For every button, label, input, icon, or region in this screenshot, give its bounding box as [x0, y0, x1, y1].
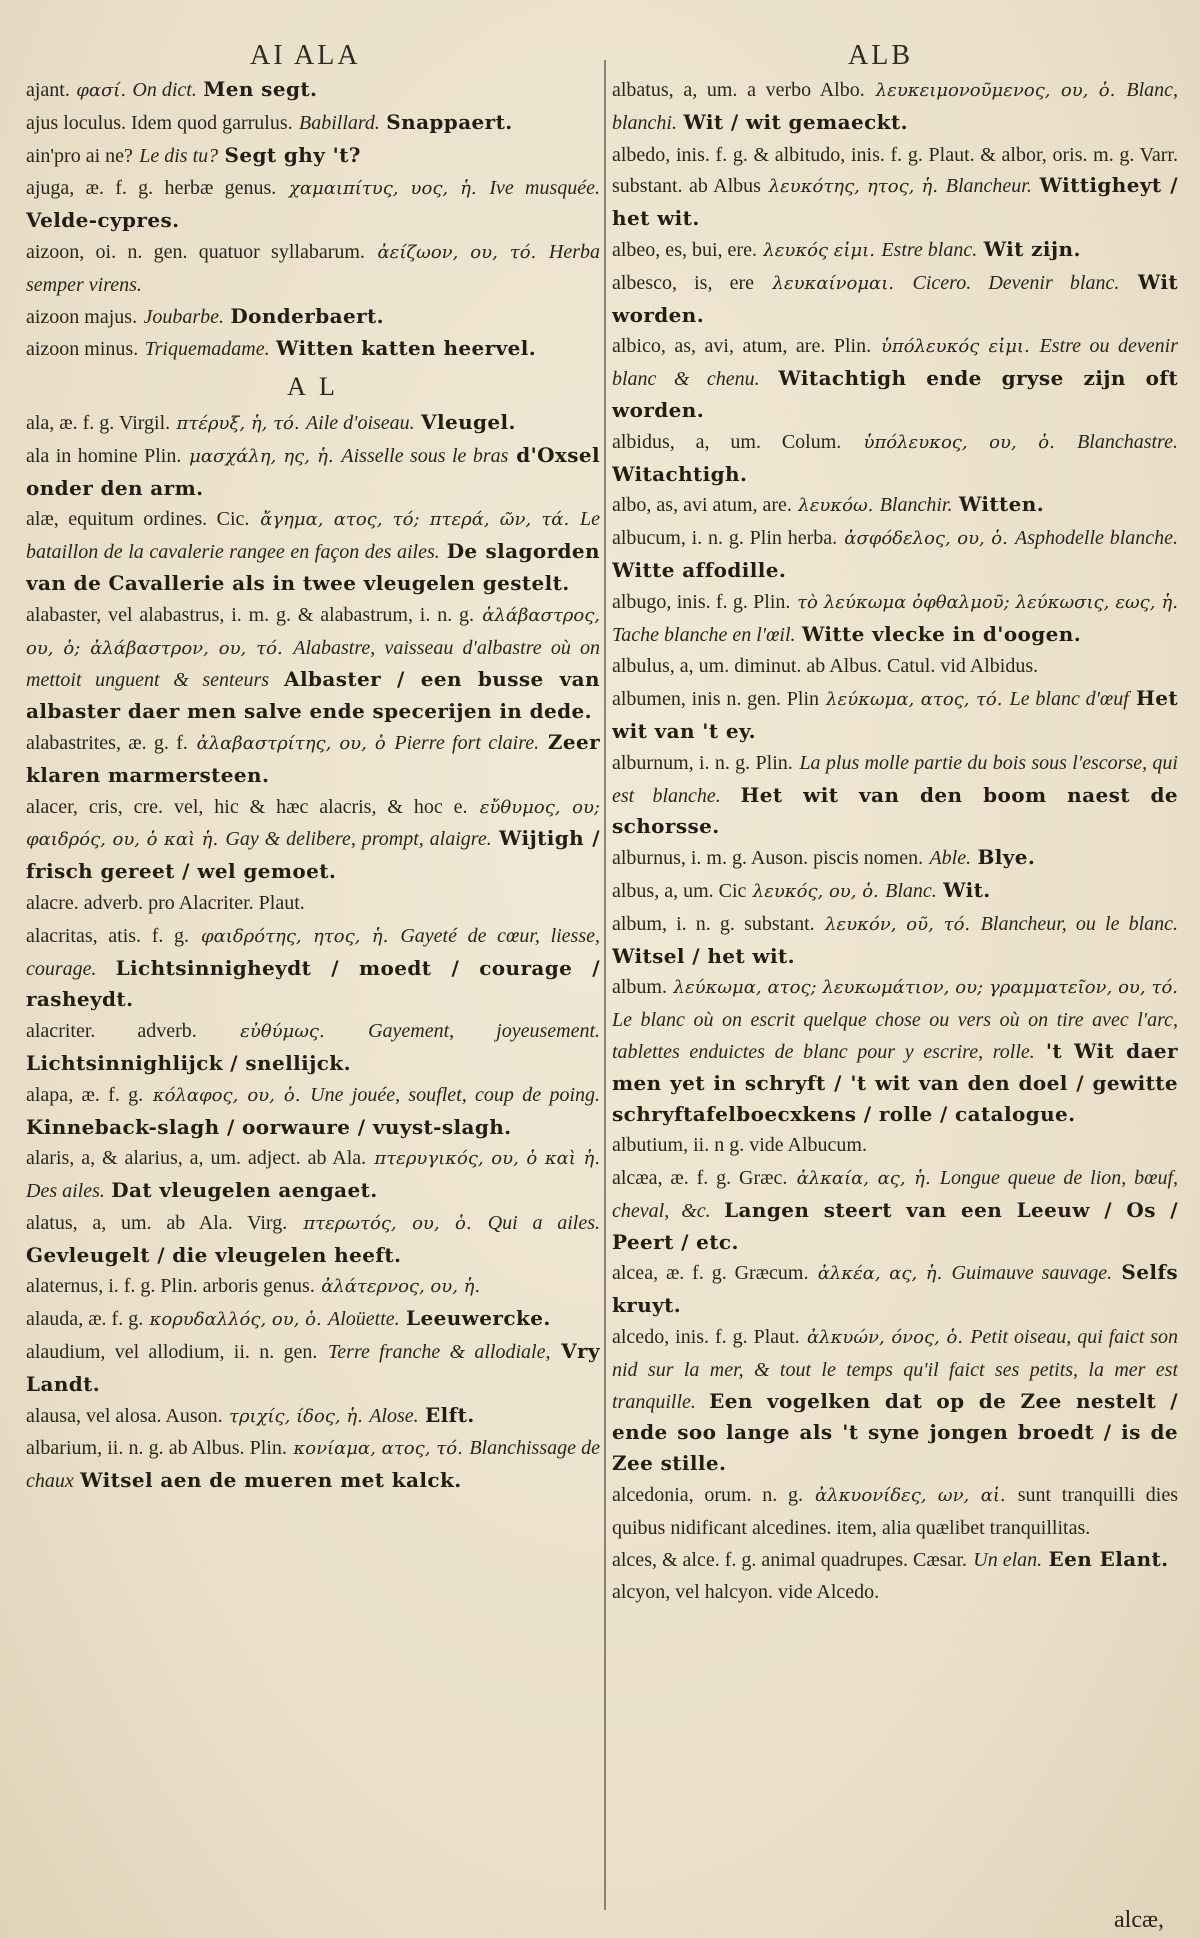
dutch-gloss: Witsel aen de mueren met kalck. [80, 1468, 462, 1493]
latin-headword: alcæa, æ. f. g. Græc. [612, 1167, 788, 1190]
dutch-gloss: Selfs kruyt. [612, 1260, 1178, 1318]
left-column [26, 74, 600, 1934]
latin-headword: ajus loculus. Idem quod garrulus. [26, 111, 293, 134]
dictionary-entry [612, 1257, 1178, 1321]
greek-equivalent: λευκός, ου, ὁ. [752, 880, 879, 902]
french-gloss: On dict. [132, 79, 197, 101]
latin-headword: alæ, equitum ordines. Cic. [26, 508, 250, 531]
greek-equivalent: πτέρυξ, ἡ, τό. [176, 412, 300, 434]
greek-equivalent: τὸ λεύκωμα ὀφθαλμοῦ; λεύκωσις, εως, ἡ. [797, 591, 1178, 613]
dictionary-entry [612, 1321, 1178, 1479]
french-gloss: Cicero. Devenir blanc. [912, 271, 1120, 294]
greek-equivalent: κονίαμα, ατος, τό. [293, 1438, 463, 1460]
dictionary-entry [612, 139, 1178, 234]
dictionary-entry [26, 599, 600, 727]
latin-headword: alces, & alce. f. g. animal quadrupes. Cæsar. [612, 1548, 967, 1571]
dutch-gloss: Vry Landt. [26, 1339, 600, 1396]
greek-equivalent: ἀσφόδελος, ου, ὁ. [844, 528, 1008, 550]
dutch-gloss: Donderbaert. [230, 303, 385, 328]
greek-equivalent: εὔθυμος, ου; φαιδρός, ου, ὁ καὶ ἡ. [26, 796, 600, 851]
french-gloss: Able. [929, 847, 972, 870]
greek-equivalent: λευκαίνομαι. [772, 272, 894, 294]
latin-headword: alabastrites, æ. g. f. [26, 731, 188, 754]
french-gloss: Gay & delibere, prompt, alaigre. [225, 828, 492, 851]
french-gloss: Blancheur. [945, 175, 1032, 198]
french-gloss: Une jouée, souflet, coup de poing. [310, 1083, 600, 1106]
dictionary-entry [612, 875, 1178, 908]
latin-headword: ala, æ. f. g. Virgil. [26, 411, 171, 434]
latin-headword: alcedo, inis. f. g. Plaut. [612, 1326, 800, 1349]
french-gloss: Babillard. [298, 111, 380, 134]
latin-headword: albesco, is, ere [612, 271, 755, 294]
right-column [612, 74, 1178, 1934]
dutch-gloss: Het wit van den boom naest de schorsse. [612, 782, 1178, 839]
dictionary-entry [26, 791, 600, 887]
latin-headword: alauda, æ. f. g. [26, 1308, 144, 1331]
dutch-gloss: Vleugel. [421, 409, 516, 434]
french-gloss: Des ailes. [26, 1180, 105, 1203]
dictionary-entry [612, 267, 1178, 331]
french-gloss: Gayeté de cœur, liesse, courage. [26, 924, 600, 980]
dictionary-entry [612, 74, 1178, 139]
latin-headword: ain'pro ai ne? [26, 144, 133, 167]
dutch-gloss: Witten. [958, 492, 1045, 517]
latin-headword: alacritas, atis. f. g. [26, 924, 190, 947]
dutch-gloss: Wittigheyt / het wit. [612, 173, 1178, 231]
dictionary-entry [26, 74, 600, 107]
greek-equivalent: ἀλκαία, ας, ἡ. [796, 1168, 931, 1190]
greek-equivalent: ἀλκυονίδες, ων, αἱ. [815, 1485, 1006, 1507]
french-gloss: Gayement, joyeusement. [368, 1020, 600, 1043]
dictionary-entry [26, 1400, 600, 1433]
dutch-gloss: Wit. [943, 877, 991, 902]
french-gloss: Blanchir. [879, 494, 953, 517]
greek-equivalent: λευκός εἰμι. [763, 239, 875, 261]
greek-equivalent: μασχάλη, ης, ἡ. [189, 445, 334, 467]
dutch-gloss: 't Wit daer men yet in schryft / 't wit van den doel / gewitte schryftafelboecxkens / rolle / catalogue. [612, 1038, 1178, 1126]
greek-equivalent: πτερωτός, ου, ὁ. [303, 1212, 472, 1234]
greek-equivalent: ἀλάβαστρος, ου, ὁ; ἀλάβαστρον, ου, τό. [26, 604, 600, 659]
greek-equivalent: ἀλκυών, όνος, ὁ. [807, 1327, 963, 1349]
french-gloss: Joubarbe. [143, 305, 224, 328]
dictionary-entry [612, 683, 1178, 747]
dictionary-entry [26, 503, 600, 598]
french-gloss: Le dis tu? [139, 144, 219, 167]
latin-headword: alaudium, vel allodium, ii. n. gen. [26, 1341, 318, 1364]
latin-headword: albutium, ii. n g. vide Albucum. [612, 1134, 867, 1157]
greek-equivalent: κόλαφος, ου, ὁ. [152, 1084, 301, 1106]
dictionary-entry [26, 236, 600, 301]
latin-headword: ajant. [26, 79, 70, 101]
dictionary-entry [612, 1479, 1178, 1544]
latin-headword: albeo, es, bui, ere. [612, 238, 757, 261]
dictionary-entry [612, 1576, 1178, 1609]
french-gloss: Herba semper virens. [26, 240, 600, 296]
french-gloss: Pierre fort claire. [394, 731, 540, 754]
dutch-gloss: Leeuwercke. [406, 1306, 551, 1331]
french-gloss: Triquemadame. [144, 338, 270, 361]
latin-headword: aizoon majus. [26, 305, 138, 328]
dutch-gloss: Witsel / het wit. [612, 943, 796, 968]
dictionary-entry [26, 107, 600, 140]
greek-equivalent: κορυδαλλός, ου, ὁ. [149, 1309, 322, 1331]
dutch-gloss: Witte affodille. [612, 557, 787, 582]
french-gloss: Blanc. [885, 879, 937, 902]
latin-headword: album, i. n. g. substant. [612, 912, 815, 935]
dutch-gloss: Blye. [977, 845, 1036, 870]
latin-headword: album. [612, 976, 667, 999]
dutch-gloss: Elft. [425, 1402, 475, 1427]
dutch-gloss: Wit / wit gemaeckt. [683, 109, 908, 134]
dutch-gloss: Wijtigh / frisch gereet / wel gemoet. [26, 826, 600, 884]
french-gloss: Aile d'oiseau. [305, 411, 415, 434]
dutch-gloss: Men segt. [203, 77, 318, 101]
latin-headword: alacriter. adverb. [26, 1020, 197, 1043]
dutch-gloss: Een Elant. [1048, 1546, 1169, 1571]
french-gloss: Tache blanche en l'œil. [612, 623, 796, 646]
greek-equivalent: λευκόω. [798, 495, 874, 517]
french-gloss: Le blanc où on escrit quelque chose ou vers où on tire avec l'arc, tablettes enduictes de blanc pour y escrire, rolle. [612, 1009, 1178, 1063]
latin-headword: alaris, a, & alarius, a, um. adject. ab Ala. [26, 1147, 367, 1170]
greek-equivalent: φασί. [76, 80, 127, 101]
french-gloss: Petit oiseau, qui faict son nid sur la mer, & tout le temps qu'il faict ses petits, la mer est tranquille. [612, 1326, 1178, 1413]
latin-headword: albedo, inis. f. g. & albitudo, inis. f. g. Plaut. & albor, oris. m. g. Varr. substant. ab Albus [612, 143, 1178, 198]
dictionary-entry [612, 971, 1178, 1129]
dictionary-entry [26, 887, 600, 920]
french-gloss: Blanchissage de chaux [26, 1437, 600, 1493]
greek-equivalent: φαιδρότης, ητος, ἡ. [201, 925, 389, 947]
latin-headword: alapa, æ. f. g. [26, 1083, 144, 1106]
dictionary-entry [612, 522, 1178, 586]
dictionary-entry [26, 1142, 600, 1207]
greek-equivalent: χαμαιπίτυς, υος, ἡ. [288, 178, 477, 200]
dutch-gloss: Wit zijn. [983, 236, 1081, 261]
dutch-gloss: Dat vleugelen aengaet. [111, 1178, 378, 1203]
greek-equivalent: λεύκωμα, ατος, τό. [826, 689, 1003, 711]
section-heading-al: A L [287, 372, 339, 402]
latin-headword: albatus, a, um. a verbo Albo. [612, 79, 865, 101]
french-gloss: La plus molle partie du bois sous l'escorse, qui est blanche. [612, 751, 1178, 807]
dutch-gloss: Velde-cypres. [26, 208, 180, 233]
dictionary-entry [612, 489, 1178, 522]
latin-headword: ala in homine Plin. [26, 444, 182, 467]
dictionary-entry [26, 172, 600, 236]
latin-headword: aizoon, oi. n. gen. quatuor syllabarum. [26, 240, 365, 263]
latin-headword: albo, as, avi atum, are. [612, 494, 792, 517]
dutch-gloss: Kinneback-slagh / oorwaure / vuyst-slagh. [26, 1114, 512, 1139]
dictionary-entry [26, 333, 600, 366]
french-gloss: Qui a ailes. [487, 1211, 600, 1234]
dictionary-entry [26, 407, 600, 440]
french-gloss: Blanc, blanchi. [612, 79, 1178, 134]
latin-headword: albucum, i. n. g. Plin herba. [612, 527, 838, 550]
french-gloss: Terre franche & allodiale, [328, 1341, 551, 1364]
latin-headword: alcedonia, orum. n. g. [612, 1484, 803, 1507]
dutch-gloss: Segt ghy 't? [224, 142, 361, 167]
catchword: alcæ, [1114, 1907, 1164, 1933]
latin-headword: alaternus, i. f. g. Plin. arboris genus. [26, 1275, 315, 1298]
latin-headword: albidus, a, um. Colum. [612, 430, 842, 453]
running-head-right: ALB [848, 40, 913, 71]
greek-equivalent: λευκότης, ητος, ἡ. [768, 176, 939, 198]
greek-equivalent: λευκειμονοῦμενος, ου, ὁ. [875, 80, 1116, 101]
dictionary-entry [612, 842, 1178, 875]
greek-equivalent: λευκόν, οῦ, τό. [825, 913, 971, 935]
greek-equivalent: ἀλάτερνος, ου, ἡ. [321, 1276, 481, 1298]
latin-headword: alausa, vel alosa. Auson. [26, 1404, 223, 1427]
dictionary-entry [26, 301, 600, 334]
dutch-gloss: Lichtsinnighlijck / snellijck. [26, 1050, 351, 1075]
greek-equivalent: ὑπόλευκός εἰμι. [880, 336, 1030, 358]
french-gloss: Guimauve sauvage. [951, 1262, 1113, 1285]
dictionary-entry [612, 330, 1178, 425]
french-gloss: Ive musquée. [489, 177, 600, 200]
dictionary-entry [26, 1207, 600, 1271]
dictionary-entry [612, 1129, 1178, 1162]
dictionary-entry [26, 440, 600, 504]
dictionary-entry [612, 650, 1178, 683]
french-gloss: Alabastre, vaisseau d'albastre où on mettoit unguent & senteurs [26, 636, 600, 692]
dutch-gloss: Witachtigh ende gryse zijn oft worden. [612, 366, 1178, 422]
latin-headword: alcea, æ. f. g. Græcum. [612, 1262, 809, 1285]
greek-equivalent: τριχίς, ίδος, ἡ. [228, 1405, 363, 1427]
latin-headword: alabaster, vel alabastrus, i. m. g. & alabastrum, i. n. g. [26, 603, 475, 626]
french-gloss: Asphodelle blanche. [1015, 527, 1178, 550]
dutch-gloss: Langen steert van een Leeuw / Os / Peert / etc. [612, 1197, 1178, 1254]
french-gloss: Aisselle sous le bras [341, 444, 509, 467]
running-head-left: AI ALA [250, 40, 361, 71]
latin-headword: albumen, inis n. gen. Plin [612, 688, 819, 711]
dictionary-entry [612, 908, 1178, 972]
latin-headword: alacer, cris, cre. vel, hic & hæc alacris, & hoc e. [26, 795, 468, 818]
dictionary-entry [26, 1270, 600, 1303]
dutch-gloss: Lichtsinnigheydt / moedt / courage / rasheydt. [26, 955, 600, 1012]
dictionary-entry [612, 234, 1178, 267]
french-gloss: Estre blanc. [881, 238, 978, 261]
dutch-gloss: Snappaert. [386, 109, 513, 134]
greek-equivalent: ἄγημα, ατος, τό; πτερά, ῶν, τά. [260, 509, 570, 531]
dictionary-entry [26, 1079, 600, 1143]
latin-headword: albulus, a, um. diminut. ab Albus. Catul. vid Albidus. [612, 655, 1039, 678]
greek-equivalent: πτερυγικός, ου, ὁ καὶ ἡ. [374, 1148, 600, 1170]
dutch-gloss: d'Oxsel onder den arm. [26, 442, 600, 500]
french-gloss: Le bataillon de la cavalerie rangee en façon des ailes. [26, 508, 600, 564]
latin-headword: albarium, ii. n. g. ab Albus. Plin. [26, 1437, 287, 1460]
latin-note: sunt tranquilli dies quibus nidificant alcedines. item, alia quælibet tranquillitas. [612, 1484, 1178, 1539]
greek-equivalent: ἀλκέα, ας, ἡ. [817, 1263, 943, 1285]
latin-headword: aizoon minus. [26, 338, 139, 361]
dutch-gloss: Wit worden. [612, 269, 1178, 327]
dictionary-entry [612, 1162, 1178, 1257]
latin-headword: alacre. adverb. pro Alacriter. Plaut. [26, 891, 305, 914]
dictionary-entry [612, 426, 1178, 490]
dictionary-entry [26, 1336, 600, 1400]
dutch-gloss: Witachtigh. [612, 461, 748, 486]
greek-equivalent: λεύκωμα, ατος; λευκωμάτιον, ου; γραμματεῖον, ου, τό. [673, 977, 1178, 999]
dictionary-entry [612, 586, 1178, 651]
dictionary-entry [26, 140, 600, 173]
greek-equivalent: ὑπόλευκος, ου, ὁ. [863, 431, 1055, 453]
greek-equivalent: ἀλαβαστρίτης, ου, ὁ [196, 732, 386, 754]
dutch-gloss: Witte vlecke in d'oogen. [801, 621, 1082, 646]
dutch-gloss: Gevleugelt / die vleugelen heeft. [26, 1242, 402, 1267]
dutch-gloss: Het wit van 't ey. [612, 686, 1178, 743]
dutch-gloss: Witten katten heervel. [275, 336, 537, 361]
dutch-gloss: De slagorden van de Cavallerie als in twee vleugelen gestelt. [26, 539, 600, 595]
greek-equivalent: εὐθύμως. [240, 1021, 325, 1043]
latin-headword: albugo, inis. f. g. Plin. [612, 590, 791, 613]
latin-headword: alcyon, vel halcyon. vide Alcedo. [612, 1581, 880, 1604]
dutch-gloss: Albaster / een busse van albaster daer men salve ende specerijen in dede. [26, 667, 600, 724]
latin-headword: albico, as, avi, atum, are. Plin. [612, 335, 872, 358]
latin-headword: albus, a, um. Cic [612, 879, 747, 902]
french-gloss: Longue queue de lion, bœuf, cheval, &c. [612, 1167, 1178, 1222]
dictionary-entry [26, 920, 600, 1015]
french-gloss: Le blanc d'œuf [1009, 688, 1129, 711]
dictionary-entry [26, 1015, 600, 1079]
french-gloss: Estre ou devenir blanc & chenu. [612, 335, 1178, 391]
dictionary-entry [612, 1544, 1178, 1577]
dutch-gloss: Een vogelken dat op de Zee nestelt / ende soo lange als 't syne jongen broedt / is de Zee stille. [612, 1388, 1178, 1476]
french-gloss: Un elan. [973, 1548, 1043, 1571]
dutch-gloss: Zeer klaren marmersteen. [26, 729, 600, 787]
dictionary-entry [612, 747, 1178, 842]
dictionary-entry [26, 1303, 600, 1336]
french-gloss: Alose. [369, 1404, 419, 1427]
french-gloss: Blanchastre. [1077, 430, 1178, 453]
french-gloss: Blancheur, ou le blanc. [980, 912, 1178, 935]
dictionary-entry [26, 1432, 600, 1497]
dictionary-entry [26, 727, 600, 791]
latin-headword: alburnum, i. n. g. Plin. [612, 751, 793, 774]
latin-headword: alburnus, i. m. g. Auson. piscis nomen. [612, 847, 924, 870]
greek-equivalent: ἀείζωον, ου, τό. [377, 241, 537, 263]
french-gloss: Aloüette. [328, 1308, 400, 1331]
latin-headword: ajuga, æ. f. g. herbæ genus. [26, 177, 277, 200]
latin-headword: alatus, a, um. ab Ala. Virg. [26, 1211, 288, 1234]
